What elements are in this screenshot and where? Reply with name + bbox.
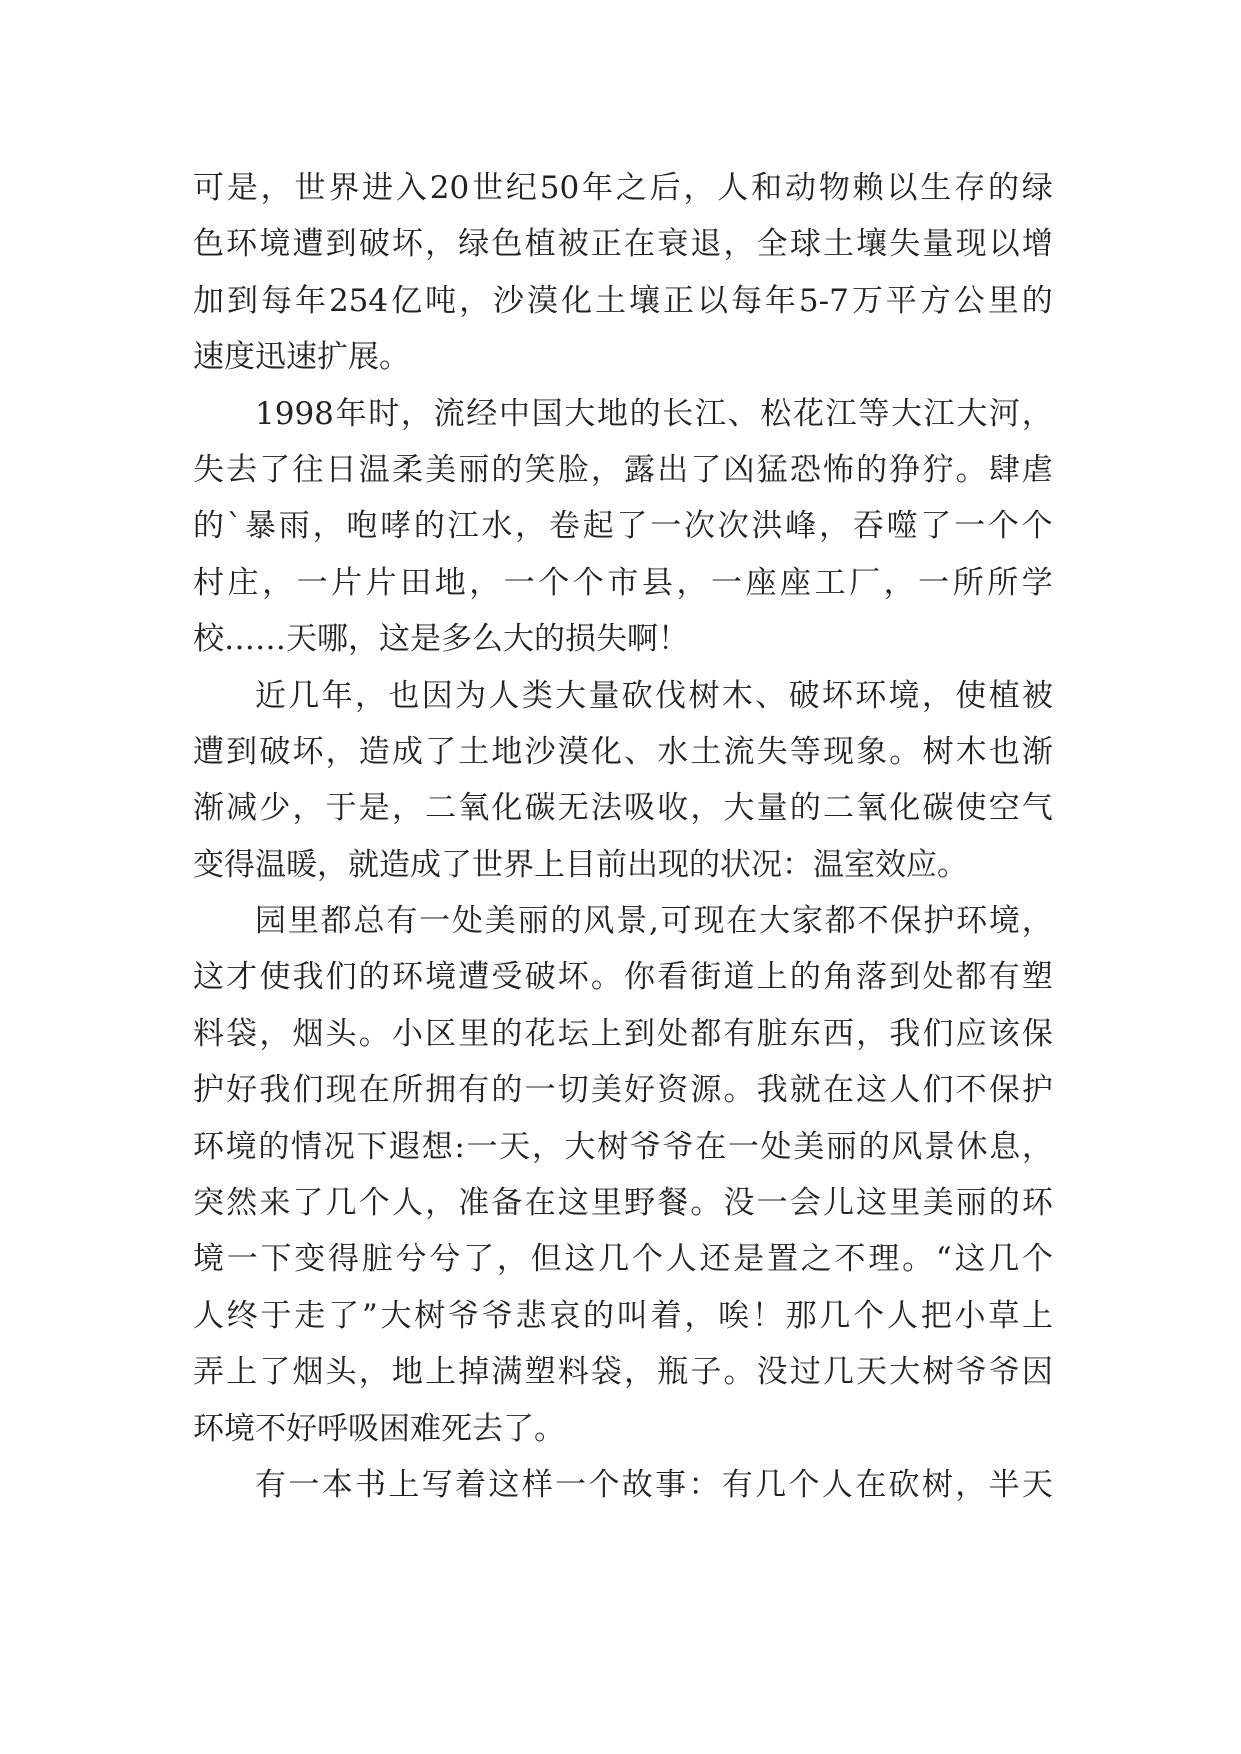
text-line: 突 然 来 了 几 个 人 ， 准 备 在 这 里 野 餐 。 没 一 会 儿 这 里 美 丽 的 环 xyxy=(193,1185,1053,1222)
text-line: 有 一 本 书 上 写 着 这 样 一 个 故 事 ： 有 几 个 人 在 砍 树 ， 半 天 xyxy=(255,1466,1053,1503)
text-line: 环境不好呼吸困难死去了。 xyxy=(193,1410,565,1447)
text-line: 渐 减 少 ， 于 是 ， 二 氧 化 碳 无 法 吸 收 ， 大 量 的 二 氧 化 碳 使 空 气 xyxy=(193,790,1053,827)
text-line: 境 一 下 变 得 脏 兮 兮 了 ， 但 这 几 个 人 还 是 置 之 不 理 。 “ 这 几 个 xyxy=(193,1241,1053,1278)
text-line: 遭 到 破 坏 ， 造 成 了 土 地 沙 漠 化 、 水 土 流 失 等 现 象 。 树 木 也 渐 xyxy=(193,733,1053,770)
text-line: 失 去 了 往 日 温 柔 美 丽 的 笑 脸 ， 露 出 了 凶 猛 恐 怖 的 狰 狞 。 肆 虐 xyxy=(193,451,1053,488)
text-line: 近 几 年 ， 也 因 为 人 类 大 量 砍 伐 树 木 、 破 坏 环 境 ， 使 植 被 xyxy=(255,677,1053,714)
text-line: 色 环 境 遭 到 破 坏 ， 绿 色 植 被 正 在 衰 退 ， 全 球 土 壤 失 量 现 以 增 xyxy=(193,226,1053,263)
text-line: 变得温暖，就造成了世界上目前出现的状况：温室效应。 xyxy=(193,846,968,883)
text-line: 速度迅速扩展。 xyxy=(193,339,410,376)
text-line: 护 好 我 们 现 在 所 拥 有 的 一 切 美 好 资 源 。 我 就 在 这 人 们 不 保 护 xyxy=(193,1072,1053,1109)
text-line: 人 终 于 走 了 ” 大 树 爷 爷 悲 哀 的 叫 着 ， 唉 ！ 那 几 个 人 把 小 草 上 xyxy=(193,1297,1053,1334)
text-line: 环 境 的 情 况 下 遐 想 : 一 天 ， 大 树 爷 爷 在 一 处 美 丽 的 风 景 休 息 ， xyxy=(193,1128,1053,1165)
text-line: 园 里 都 总 有 一 处 美 丽 的 风 景 , 可 现 在 大 家 都 不 保 护 环 境 ， xyxy=(255,903,1053,940)
paragraph xyxy=(193,1457,1053,1513)
text-line: 的 ` 暴 雨 ， 咆 哮 的 江 水 ， 卷 起 了 一 次 次 洪 峰 ， 吞 噬 了 一 个 个 xyxy=(193,508,1053,545)
document-body xyxy=(193,160,1053,1513)
text-line: 这 才 使 我 们 的 环 境 遭 受 破 坏 。 你 看 街 道 上 的 角 落 到 处 都 有 塑 xyxy=(193,959,1053,996)
text-line: 加 到 每 年 254 亿 吨 ， 沙 漠 化 土 壤 正 以 每 年 5-7 万 平 方 公 里 的 xyxy=(193,282,1053,319)
text-line: 可 是 ， 世 界 进 入 20 世 纪 50 年 之 后 ， 人 和 动 物 赖 以 生 存 的 绿 xyxy=(193,170,1053,206)
paragraph xyxy=(193,160,1053,386)
text-line: 料 袋 ， 烟 头 。 小 区 里 的 花 坛 上 到 处 都 有 脏 东 西 ， 我 们 应 该 保 xyxy=(193,1015,1053,1052)
text-line: 村 庄 ， 一 片 片 田 地 ， 一 个 个 市 县 ， 一 座 座 工 厂 ， 一 所 所 学 xyxy=(193,564,1053,601)
paragraph xyxy=(193,386,1053,668)
text-line: 弄 上 了 烟 头 ， 地 上 掉 满 塑 料 袋 ， 瓶 子 。 没 过 几 天 大 树 爷 爷 因 xyxy=(193,1354,1053,1391)
paragraph xyxy=(193,893,1053,1457)
text-line: 1998 年 时 ， 流 经 中 国 大 地 的 长 江 、 松 花 江 等 大 江 大 河 ， xyxy=(255,395,1053,432)
text-line: 校……天哪，这是多么大的损失啊！ xyxy=(193,621,689,658)
paragraph xyxy=(193,668,1053,894)
